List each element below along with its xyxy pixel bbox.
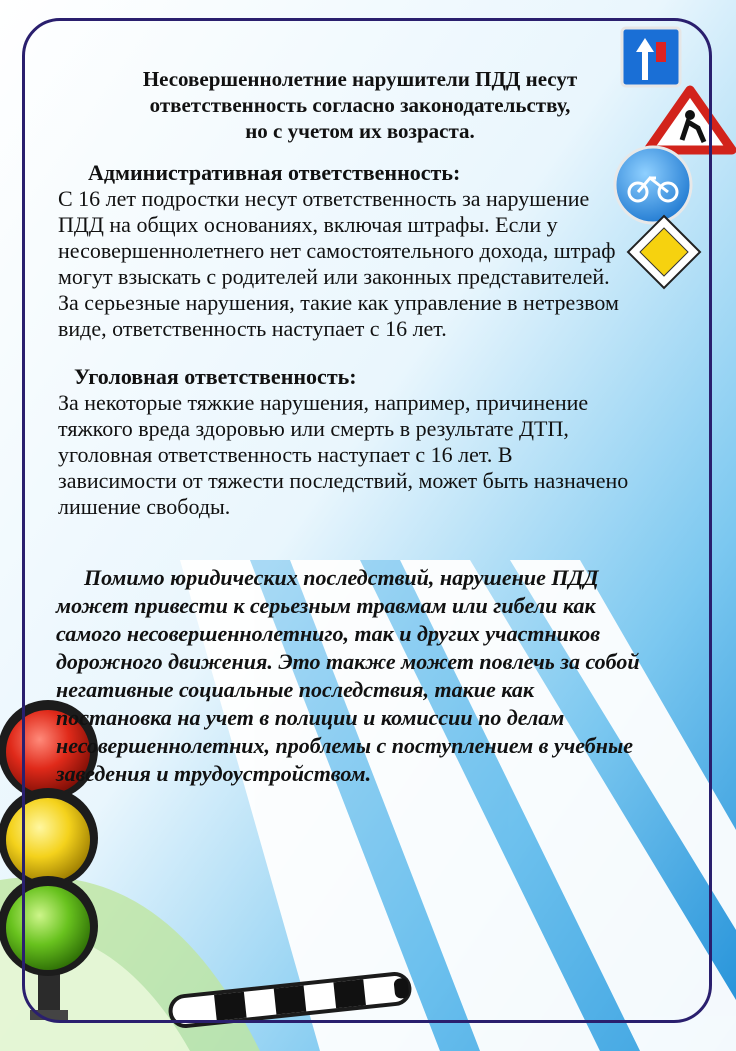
text-line: Помимо юридических последствий, нарушение ПДД [84,565,599,590]
text-line: За некоторые тяжкие нарушения, например, причинение [58,390,589,415]
title-line: ответственность согласно законодательству, [149,93,571,117]
text-line: С 16 лет подростки несут ответственность за нарушение [58,186,590,211]
title-line: Несовершеннолетние нарушители ПДД несут [142,67,578,91]
text-line: дорожного движения. Это также может повлечь за собой [56,649,640,674]
criminal-heading: Уголовная ответственность: [74,364,357,389]
criminal-paragraph [58,390,698,520]
administrative-paragraph [58,186,698,342]
text-line: За серьезные нарушения, такие как управление в нетрезвом [58,290,619,315]
text-line: может привести к серьезным травмам или гибели как [56,593,596,618]
text-line: могут взыскать с родителей или законных представителей. [58,264,610,289]
consequences-paragraph [56,564,706,788]
text-line: уголовная ответственность наступает с 16 лет. В [58,442,513,467]
text-line: ПДД на общих основаниях, включая штрафы. Если у [58,212,558,237]
text-line: зависимости от тяжести последствий, может быть назначено [58,468,629,493]
page-title [60,66,660,144]
text-line: лишение свободы. [58,494,231,519]
text-line: несовершеннолетних, проблемы с поступлением в учебные [56,733,633,758]
text-line: виде, ответственность наступает с 16 лет. [58,316,447,341]
title-line: но с учетом их возраста. [245,119,475,143]
text-line: негативные социальные последствия, такие как [56,677,535,702]
text-line: самого несовершеннолетниго, так и других участников [56,621,601,646]
text-line: постановка на учет в полиции и комиссии по делам [56,705,565,730]
text-line: тяжкого вреда здоровью или смерть в результате ДТП, [58,416,569,441]
text-line: заведения и трудоустройством. [56,761,372,786]
administrative-heading: Административная ответственность: [88,160,461,185]
text-line: несовершеннолетнего нет самостоятельного дохода, штраф [58,238,616,263]
